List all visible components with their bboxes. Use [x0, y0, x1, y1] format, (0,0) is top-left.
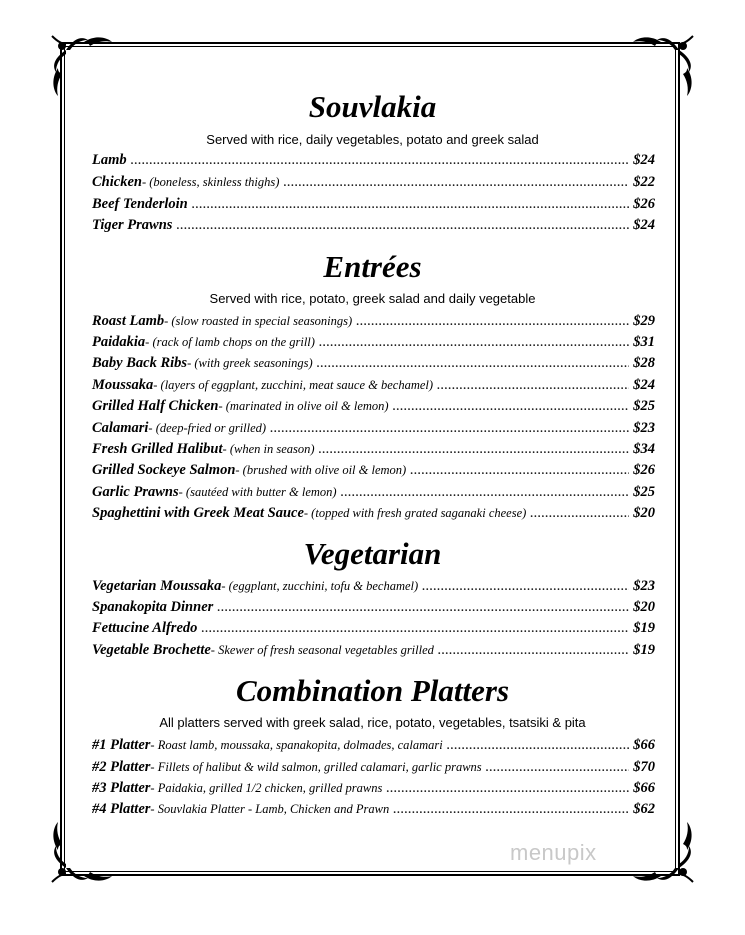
- menu-item: [92, 780, 655, 800]
- item-price: $25: [633, 484, 655, 500]
- item-description: - (when in season): [222, 442, 315, 456]
- item-name: Grilled Half Chicken: [92, 398, 219, 414]
- dot-leader: [270, 423, 629, 435]
- item-name: Calamari: [92, 420, 149, 436]
- item-description: - (rack of lamb chops on the grill): [145, 335, 315, 349]
- menu-item: [92, 642, 655, 662]
- item-price: $23: [633, 578, 655, 594]
- item-price: $70: [633, 759, 655, 775]
- dot-leader: [319, 337, 629, 349]
- item-name: Vegetarian Moussaka: [92, 578, 222, 594]
- item-price: $62: [633, 801, 655, 817]
- item-price: $28: [633, 355, 655, 371]
- item-price: $66: [633, 737, 655, 753]
- dot-leader: [356, 316, 629, 328]
- item-price: $23: [633, 420, 655, 436]
- menu-item: [92, 599, 655, 619]
- menu-item: [92, 441, 655, 461]
- item-name: Vegetable Brochette: [92, 642, 211, 658]
- item-price: $66: [633, 780, 655, 796]
- item-description: - Souvlakia Platter - Lamb, Chicken and Prawn: [150, 802, 390, 816]
- dot-leader: [201, 623, 629, 635]
- flourish-bottom-left-icon: [44, 820, 114, 890]
- item-name: Tiger Prawns: [92, 217, 173, 233]
- item-name: #4 Platter: [92, 801, 151, 817]
- item-description: - (eggplant, zucchini, tofu & bechamel): [221, 579, 419, 593]
- item-name: #1 Platter: [92, 737, 151, 753]
- item-name: Fresh Grilled Halibut: [92, 441, 223, 457]
- flourish-top-right-icon: [631, 28, 701, 98]
- item-name: Lamb: [92, 152, 127, 168]
- item-description: - (marinated in olive oil & lemon): [218, 399, 389, 413]
- item-price: $24: [633, 377, 655, 393]
- menu-item: [92, 377, 655, 397]
- section-subtitle-souvlakia: Served with rice, daily vegetables, potato and greek salad: [206, 132, 539, 147]
- dot-leader: [283, 177, 629, 189]
- item-price: $24: [633, 152, 655, 168]
- section-title-souvlakia: Souvlakia: [308, 89, 437, 124]
- section-subtitle-entrees: Served with rice, potato, greek salad and daily vegetable: [209, 291, 536, 306]
- item-name: Garlic Prawns: [92, 484, 179, 500]
- item-name: Spaghettini with Greek Meat Sauce: [92, 505, 304, 521]
- menu-item: [92, 398, 655, 418]
- item-description: - (layers of eggplant, zucchini, meat sauce & bechamel): [153, 378, 434, 392]
- item-price: $24: [633, 217, 655, 233]
- menu-item: [92, 334, 655, 354]
- dot-leader: [192, 199, 630, 211]
- menu-item: [92, 620, 655, 640]
- menu-item: [92, 737, 655, 757]
- menu-item: [92, 484, 655, 504]
- menu-item: [92, 217, 655, 237]
- dot-leader: [486, 762, 630, 774]
- dot-leader: [393, 401, 630, 413]
- item-price: $31: [633, 334, 655, 350]
- item-price: $19: [633, 642, 655, 658]
- item-price: $20: [633, 599, 655, 615]
- item-name: #2 Platter: [92, 759, 151, 775]
- menu-item: [92, 420, 655, 440]
- item-description: - (slow roasted in special seasonings): [164, 314, 353, 328]
- item-name: Roast Lamb: [92, 313, 165, 329]
- item-name: Grilled Sockeye Salmon: [92, 462, 236, 478]
- item-price: $26: [633, 462, 655, 478]
- item-name: Baby Back Ribs: [92, 355, 188, 371]
- item-description: - (boneless, skinless thighs): [141, 175, 280, 189]
- item-name: Chicken: [92, 174, 142, 190]
- menu-item: [92, 759, 655, 779]
- item-price: $22: [633, 174, 655, 190]
- item-description: - (brushed with olive oil & lemon): [235, 463, 407, 477]
- item-description: - (topped with fresh grated saganaki cheese): [303, 506, 527, 520]
- item-description: - (with greek seasonings): [187, 356, 313, 370]
- dot-leader: [530, 508, 629, 520]
- item-description: - Roast lamb, moussaka, spanakopita, dolmades, calamari: [150, 738, 443, 752]
- item-price: $34: [633, 441, 655, 457]
- dot-leader: [447, 740, 629, 752]
- item-description: - (sautéed with butter & lemon): [178, 485, 337, 499]
- section-subtitle-combination-platters: All platters served with greek salad, rice, potato, vegetables, tsatsiki & pita: [159, 715, 586, 730]
- menu-item: [92, 355, 655, 375]
- dot-leader: [437, 380, 629, 392]
- dot-leader: [217, 602, 629, 614]
- item-name: Spanakopita Dinner: [92, 599, 214, 615]
- dot-leader: [176, 220, 629, 232]
- dot-leader: [393, 804, 629, 816]
- item-description: - (deep-fried or grilled): [148, 421, 267, 435]
- item-name: Fettucine Alfredo: [92, 620, 198, 636]
- section-title-entrees: Entrées: [323, 249, 422, 284]
- menu-item: [92, 174, 655, 194]
- dot-leader: [319, 444, 630, 456]
- item-description: - Fillets of halibut & wild salmon, grilled calamari, garlic prawns: [150, 760, 482, 774]
- section-title-vegetarian: Vegetarian: [303, 536, 442, 571]
- item-price: $29: [633, 313, 655, 329]
- dot-leader: [131, 155, 630, 167]
- item-price: $26: [633, 196, 655, 212]
- menu-item: [92, 505, 655, 525]
- flourish-bottom-right-icon: [631, 820, 701, 890]
- item-price: $19: [633, 620, 655, 636]
- item-name: Beef Tenderloin: [92, 196, 188, 212]
- dot-leader: [438, 645, 629, 657]
- dot-leader: [341, 487, 630, 499]
- item-price: $20: [633, 505, 655, 521]
- menu-item: [92, 313, 655, 333]
- menu-item: [92, 152, 655, 172]
- watermark: menupix: [510, 840, 597, 865]
- section-title-combination-platters: Combination Platters: [235, 673, 510, 708]
- menu-item: [92, 462, 655, 482]
- dot-leader: [386, 783, 629, 795]
- menu-item: [92, 801, 655, 821]
- dot-leader: [410, 465, 629, 477]
- flourish-top-left-icon: [44, 28, 114, 98]
- dot-leader: [317, 358, 630, 370]
- item-description: - Paidakia, grilled 1/2 chicken, grilled prawns: [150, 781, 383, 795]
- dot-leader: [422, 581, 629, 593]
- item-name: #3 Platter: [92, 780, 151, 796]
- item-name: Paidakia: [92, 334, 146, 350]
- menu-item: [92, 578, 655, 598]
- item-name: Moussaka: [92, 377, 154, 393]
- item-price: $25: [633, 398, 655, 414]
- item-description: - Skewer of fresh seasonal vegetables grilled: [210, 643, 434, 657]
- menu-item: [92, 196, 655, 216]
